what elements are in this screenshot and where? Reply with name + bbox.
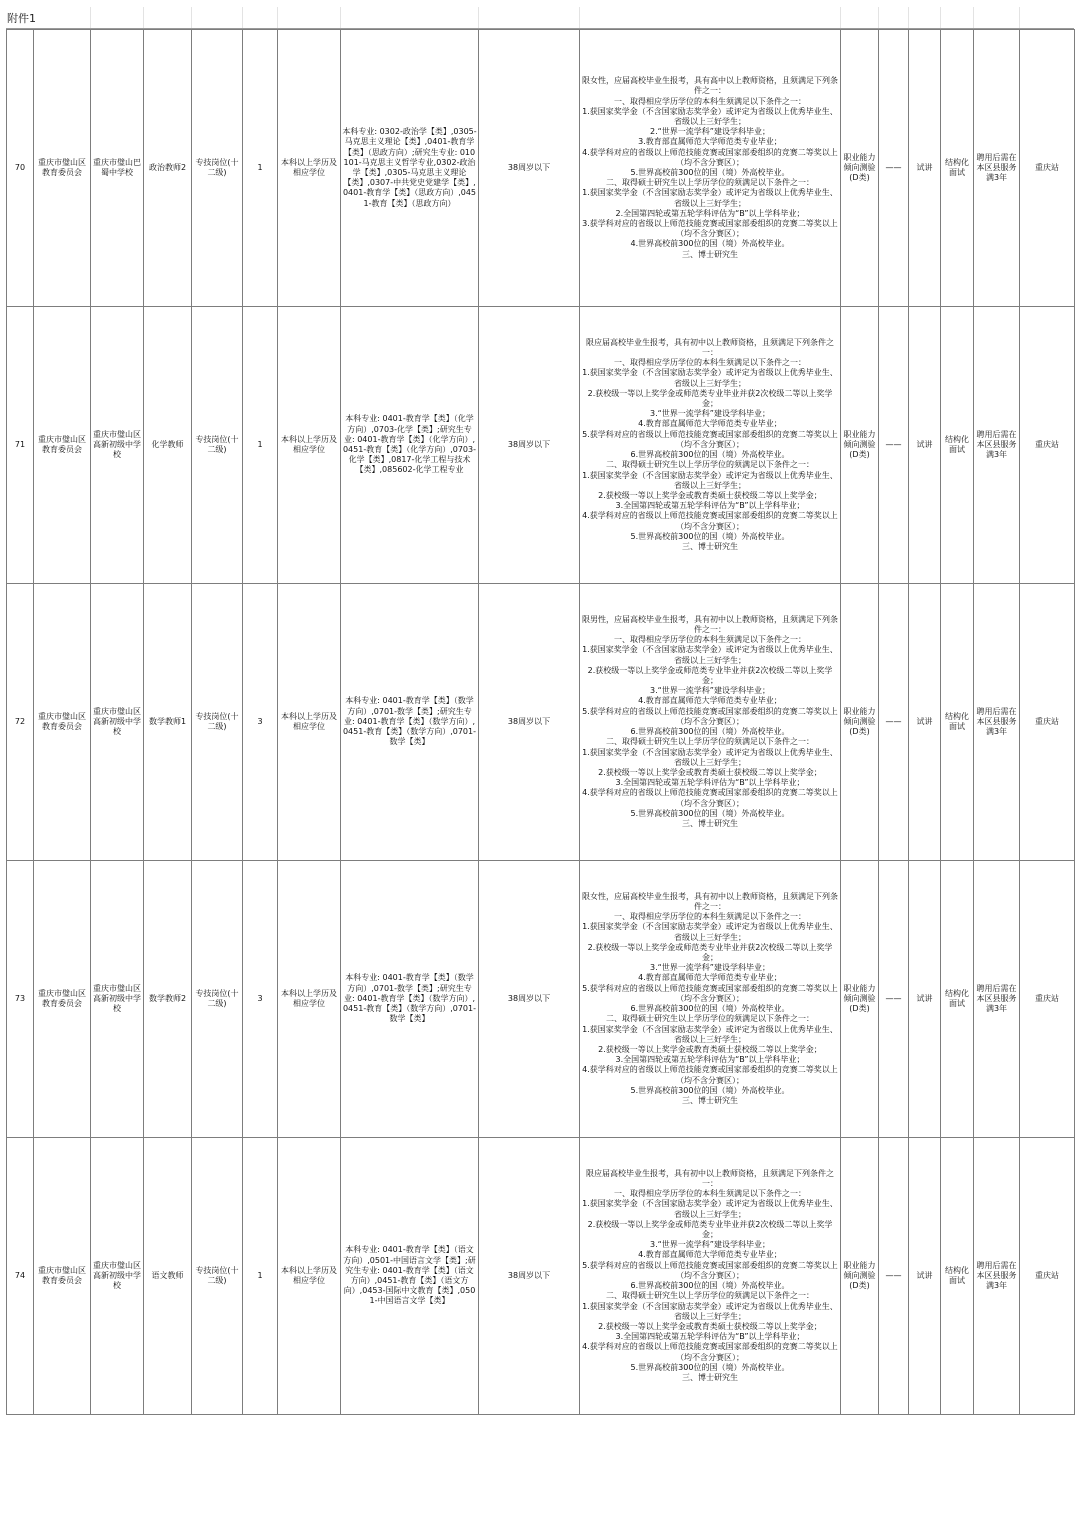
education-cell: 本科以上学历及相应学位	[278, 30, 341, 307]
major-cell: 本科专业: 0302-政治学【类】,0305-马克思主义理论【类】,0401-教育学【类】（思政方向）;研究生专业: 010101-马克思主义哲学专业,0302-政治学【类】,0305-马克思主义理论【类】,0307-中共党史党建学【类】,0401-教育学【类】（思政方向）,0451-教育【类】（思政方向）	[341, 30, 479, 307]
age-cell: 38周岁以下	[479, 861, 580, 1138]
conditions-cell	[580, 307, 841, 584]
exam-cell: 职业能力倾向测验(D类)	[841, 584, 879, 861]
condition-line: 3.全国第四轮或第五轮学科评估为“B”以上学科毕业；	[615, 778, 805, 788]
condition-line: 3.全国第四轮或第五轮学科评估为“B”以上学科毕业；	[615, 501, 805, 511]
table-row	[7, 30, 1075, 307]
category-cell: 专技岗位(十二级)	[192, 307, 243, 584]
interview-cell: 结构化面试	[941, 584, 974, 861]
condition-line: 限应届高校毕业生报考，具有初中以上教师资格，且须满足下列条件之一：	[586, 1168, 834, 1189]
age-cell: 38周岁以下	[479, 1138, 580, 1415]
education-cell: 本科以上学历及相应学位	[278, 861, 341, 1138]
condition-line: 4.教育部直属师范大学师范类专业毕业；	[638, 1250, 782, 1260]
count-cell: 3	[243, 861, 278, 1138]
position-cell: 政治教师2	[144, 30, 192, 307]
condition-line: 5.世界高校前300位的国（境）外高校毕业。	[630, 168, 790, 177]
count-cell: 1	[243, 1138, 278, 1415]
trial-lecture-cell: 试讲	[909, 307, 941, 584]
condition-line: 4.教育部直属师范大学师范类专业毕业；	[638, 696, 782, 706]
row-number-cell: 73	[7, 861, 34, 1138]
major-cell: 本科专业: 0401-教育学【类】（数学方向）,0701-数学【类】;研究生专业: 0401-教育学【类】（数学方向）,0451-教育【类】（数学方向）,0701-数学【类】	[341, 584, 479, 861]
condition-line: 三、博士研究生	[682, 541, 738, 551]
station-cell: 重庆站	[1020, 584, 1075, 861]
condition-line: 二、取得硕士研究生以上学历学位的须满足以下条件之一：	[606, 178, 814, 188]
condition-line: 6.世界高校前300位的国（境）外高校毕业。	[630, 1281, 790, 1291]
position-cell: 化学教师	[144, 307, 192, 584]
station-cell: 重庆站	[1020, 307, 1075, 584]
interview-cell: 结构化面试	[941, 307, 974, 584]
condition-line: 1.获国家奖学金（不含国家励志奖学金）或评定为省级以上优秀毕业生、省级以上三好学生；	[582, 106, 838, 126]
station-cell: 重庆站	[1020, 861, 1075, 1138]
condition-line: 三、博士研究生	[682, 1372, 738, 1382]
position-cell: 数学教师1	[144, 584, 192, 861]
condition-line: 1.获国家奖学金（不含国家励志奖学金）或评定为省级以上优秀毕业生、省级以上三好学生；	[582, 1024, 838, 1044]
trial-lecture-cell: 试讲	[909, 584, 941, 861]
unit-cell: 重庆市璧山区高新初级中学校	[91, 861, 144, 1138]
condition-line: 一、取得相应学历学位的本科生须满足以下条件之一：	[614, 358, 806, 368]
department-cell: 重庆市璧山区教育委员会	[34, 1138, 91, 1415]
conditions-cell	[580, 1138, 841, 1415]
department-cell: 重庆市璧山区教育委员会	[34, 861, 91, 1138]
service-cell: 聘用后需在本区县服务满3年	[974, 30, 1020, 307]
unit-cell: 重庆市璧山区高新初级中学校	[91, 307, 144, 584]
header-gridlines	[6, 7, 1074, 29]
conditions-cell	[580, 584, 841, 861]
condition-line: 2.获校级一等以上奖学金或师范类专业毕业并获2次校级二等以上奖学金；	[587, 665, 833, 686]
condition-line: 限女性，应届高校毕业生报考，具有高中以上教师资格，且须满足下列条件之一：	[582, 76, 838, 96]
trial-lecture-cell: 试讲	[909, 1138, 941, 1415]
station-cell: 重庆站	[1020, 30, 1075, 307]
education-cell: 本科以上学历及相应学位	[278, 1138, 341, 1415]
conditions-cell	[580, 861, 841, 1138]
trial-lecture-cell: 试讲	[909, 861, 941, 1138]
exam-cell: 职业能力倾向测验(D类)	[841, 30, 879, 307]
condition-line: 5.获学科对应的省级以上师范技能竞赛或国家部委组织的竞赛二等奖以上（均不含分赛区）；	[582, 983, 838, 1003]
exam-cell: 职业能力倾向测验(D类)	[841, 861, 879, 1138]
condition-line: 4.世界高校前300位的国（境）外高校毕业。	[630, 239, 790, 249]
condition-line: 三、博士研究生	[682, 1095, 738, 1105]
service-cell: 聘用后需在本区县服务满3年	[974, 861, 1020, 1138]
count-cell: 1	[243, 307, 278, 584]
condition-line: 4.获学科对应的省级以上师范技能竞赛或国家部委组织的竞赛二等奖以上（均不含分赛区）；	[582, 511, 838, 531]
condition-line: 3.“世界一流学科”建设学科毕业；	[650, 963, 770, 973]
condition-line: 4.教育部直属师范大学师范类专业毕业；	[638, 419, 782, 429]
department-cell: 重庆市璧山区教育委员会	[34, 307, 91, 584]
condition-line: 4.获学科对应的省级以上师范技能竞赛或国家部委组织的竞赛二等奖以上（均不含分赛区）；	[582, 1065, 838, 1085]
age-cell: 38周岁以下	[479, 584, 580, 861]
interview-cell: 结构化面试	[941, 1138, 974, 1415]
condition-line: 二、取得硕士研究生以上学历学位的须满足以下条件之一：	[606, 1014, 814, 1024]
row-number-cell: 74	[7, 1138, 34, 1415]
category-cell: 专技岗位(十二级)	[192, 861, 243, 1138]
condition-line: 3.“世界一流学科”建设学科毕业；	[650, 1240, 770, 1250]
condition-line: 2.获校级一等以上奖学金或师范类专业毕业并获2次校级二等以上奖学金；	[587, 942, 833, 963]
condition-line: 2.获校级一等以上奖学金或教育类硕士获校级二等以上奖学金；	[598, 1321, 822, 1331]
condition-line: 限男性，应届高校毕业生报考，具有初中以上教师资格，且须满足下列条件之一：	[582, 614, 838, 635]
condition-line: 6.世界高校前300位的国（境）外高校毕业。	[630, 727, 790, 737]
condition-line: 5.获学科对应的省级以上师范技能竞赛或国家部委组织的竞赛二等奖以上（均不含分赛区）；	[582, 1260, 838, 1280]
condition-line: 1.获国家奖学金（不含国家励志奖学金）或评定为省级以上优秀毕业生、省级以上三好学生；	[582, 470, 838, 490]
exam-cell: 职业能力倾向测验(D类)	[841, 1138, 879, 1415]
interview-cell: 结构化面试	[941, 861, 974, 1138]
service-cell: 聘用后需在本区县服务满3年	[974, 1138, 1020, 1415]
unit-cell: 重庆市璧山区高新初级中学校	[91, 584, 144, 861]
recruitment-table	[6, 29, 1075, 1415]
condition-line: 一、取得相应学历学位的本科生须满足以下条件之一：	[614, 912, 806, 922]
row-number-cell: 71	[7, 307, 34, 584]
major-cell: 本科专业: 0401-教育学【类】（语文方向）,0501-中国语言文学【类】;研究生专业: 0401-教育学【类】（语文方向）,0451-教育【类】（语文方向）,0453-国际中文教育【类】,0501-中国语言文学【类】	[341, 1138, 479, 1415]
category-cell: 专技岗位(十二级)	[192, 1138, 243, 1415]
condition-line: 限应届高校毕业生报考，具有初中以上教师资格，且须满足下列条件之一：	[586, 337, 834, 358]
table-row	[7, 1138, 1075, 1415]
condition-line: 2.获校级一等以上奖学金或教育类硕士获校级二等以上奖学金；	[598, 1044, 822, 1054]
condition-line: 3.全国第四轮或第五轮学科评估为“B”以上学科毕业；	[615, 1332, 805, 1342]
condition-line: 3.“世界一流学科”建设学科毕业；	[650, 686, 770, 696]
condition-line: 2.获校级一等以上奖学金或师范类专业毕业并获2次校级二等以上奖学金；	[587, 1219, 833, 1240]
condition-line: 3.“世界一流学科”建设学科毕业；	[650, 409, 770, 419]
count-cell: 3	[243, 584, 278, 861]
condition-line: 5.世界高校前300位的国（境）外高校毕业。	[630, 1362, 790, 1372]
condition-line: 3.全国第四轮或第五轮学科评估为“B”以上学科毕业；	[615, 1055, 805, 1065]
table-row	[7, 584, 1075, 861]
major-cell: 本科专业: 0401-教育学【类】（化学方向）,0703-化学【类】;研究生专业: 0401-教育学【类】（化学方向）,0451-教育【类】（化学方向）,0703-化学【类】,0817-化学工程与技术【类】,085602-化学工程专业	[341, 307, 479, 584]
condition-line: 1.获国家奖学金（不含国家励志奖学金）或评定为省级以上优秀毕业生、省级以上三好学生；	[582, 1199, 838, 1219]
condition-line: 5.世界高校前300位的国（境）外高校毕业。	[630, 808, 790, 818]
condition-line: 2.“世界一流学科”建设学科毕业；	[650, 127, 770, 137]
placeholder-cell: ——	[879, 861, 909, 1138]
education-cell: 本科以上学历及相应学位	[278, 584, 341, 861]
trial-lecture-cell: 试讲	[909, 30, 941, 307]
condition-line: 1.获国家奖学金（不含国家励志奖学金）或评定为省级以上优秀毕业生、省级以上三好学生；	[582, 922, 838, 942]
condition-line: 3.获学科对应的省级以上师范技能竞赛或国家部委组织的竞赛二等奖以上（均不含分赛区）；	[582, 219, 838, 239]
condition-line: 2.获校级一等以上奖学金或教育类硕士获校级二等以上奖学金；	[598, 767, 822, 777]
unit-cell: 重庆市璧山区高新初级中学校	[91, 1138, 144, 1415]
condition-line: 5.获学科对应的省级以上师范技能竞赛或国家部委组织的竞赛二等奖以上（均不含分赛区）；	[582, 706, 838, 726]
condition-line: 1.获国家奖学金（不含国家励志奖学金）或评定为省级以上优秀毕业生、省级以上三好学生；	[582, 645, 838, 665]
table-row	[7, 861, 1075, 1138]
placeholder-cell: ——	[879, 584, 909, 861]
condition-line: 5.世界高校前300位的国（境）外高校毕业。	[630, 1085, 790, 1095]
condition-line: 二、取得硕士研究生以上学历学位的须满足以下条件之一：	[606, 1291, 814, 1301]
row-number-cell: 72	[7, 584, 34, 861]
age-cell: 38周岁以下	[479, 30, 580, 307]
condition-line: 一、取得相应学历学位的本科生须满足以下条件之一：	[614, 96, 806, 106]
category-cell: 专技岗位(十二级)	[192, 30, 243, 307]
blank-area	[0, 1416, 1080, 1522]
condition-line: 2.获校级一等以上奖学金或教育类硕士获校级二等以上奖学金；	[598, 490, 822, 500]
condition-line: 1.获国家奖学金（不含国家励志奖学金）或评定为省级以上优秀毕业生、省级以上三好学生；	[582, 747, 838, 767]
count-cell: 1	[243, 30, 278, 307]
interview-cell: 结构化面试	[941, 30, 974, 307]
category-cell: 专技岗位(十二级)	[192, 584, 243, 861]
exam-cell: 职业能力倾向测验(D类)	[841, 307, 879, 584]
service-cell: 聘用后需在本区县服务满3年	[974, 307, 1020, 584]
condition-line: 1.获国家奖学金（不含国家励志奖学金）或评定为省级以上优秀毕业生、省级以上三好学生；	[582, 1301, 838, 1321]
position-cell: 语文教师	[144, 1138, 192, 1415]
position-cell: 数学教师2	[144, 861, 192, 1138]
department-cell: 重庆市璧山区教育委员会	[34, 584, 91, 861]
condition-line: 三、博士研究生	[682, 249, 738, 259]
condition-line: 4.获学科对应的省级以上师范技能竞赛或国家部委组织的竞赛二等奖以上（均不含分赛区）；	[582, 147, 838, 167]
condition-line: 三、博士研究生	[682, 818, 738, 828]
condition-line: 6.世界高校前300位的国（境）外高校毕业。	[630, 450, 790, 460]
major-cell: 本科专业: 0401-教育学【类】（数学方向）,0701-数学【类】;研究生专业: 0401-教育学【类】（数学方向）,0451-教育【类】（数学方向）,0701-数学【类】	[341, 861, 479, 1138]
condition-line: 二、取得硕士研究生以上学历学位的须满足以下条件之一：	[606, 737, 814, 747]
condition-line: 3.教育部直属师范大学师范类专业毕业；	[638, 137, 782, 147]
condition-line: 6.世界高校前300位的国（境）外高校毕业。	[630, 1004, 790, 1014]
condition-line: 5.获学科对应的省级以上师范技能竞赛或国家部委组织的竞赛二等奖以上（均不含分赛区）；	[582, 429, 838, 449]
condition-line: 4.教育部直属师范大学师范类专业毕业；	[638, 973, 782, 983]
department-cell: 重庆市璧山区教育委员会	[34, 30, 91, 307]
condition-line: 4.获学科对应的省级以上师范技能竞赛或国家部委组织的竞赛二等奖以上（均不含分赛区）；	[582, 788, 838, 808]
condition-line: 2.全国第四轮或第五轮学科评估为“B”以上学科毕业；	[615, 208, 805, 218]
condition-line: 4.获学科对应的省级以上师范技能竞赛或国家部委组织的竞赛二等奖以上（均不含分赛区）；	[582, 1342, 838, 1362]
service-cell: 聘用后需在本区县服务满3年	[974, 584, 1020, 861]
placeholder-cell: ——	[879, 30, 909, 307]
station-cell: 重庆站	[1020, 1138, 1075, 1415]
condition-line: 5.世界高校前300位的国（境）外高校毕业。	[630, 531, 790, 541]
condition-line: 一、取得相应学历学位的本科生须满足以下条件之一：	[614, 635, 806, 645]
age-cell: 38周岁以下	[479, 307, 580, 584]
row-number-cell: 70	[7, 30, 34, 307]
condition-line: 二、取得硕士研究生以上学历学位的须满足以下条件之一：	[606, 460, 814, 470]
condition-line: 1.获国家奖学金（不含国家励志奖学金）或评定为省级以上优秀毕业生、省级以上三好学生；	[582, 368, 838, 388]
conditions-cell	[580, 30, 841, 307]
condition-line: 2.获校级一等以上奖学金或师范类专业毕业并获2次校级二等以上奖学金；	[587, 388, 833, 409]
condition-line: 限女性，应届高校毕业生报考，具有初中以上教师资格，且须满足下列条件之一：	[582, 891, 838, 912]
condition-line: 1.获国家奖学金（不含国家励志奖学金）或评定为省级以上优秀毕业生、省级以上三好学生；	[582, 188, 838, 208]
condition-line: 一、取得相应学历学位的本科生须满足以下条件之一：	[614, 1189, 806, 1199]
placeholder-cell: ——	[879, 1138, 909, 1415]
placeholder-cell: ——	[879, 307, 909, 584]
table-row	[7, 307, 1075, 584]
unit-cell: 重庆市璧山巴蜀中学校	[91, 30, 144, 307]
education-cell: 本科以上学历及相应学位	[278, 307, 341, 584]
attachment-label: 附件1	[7, 12, 36, 25]
